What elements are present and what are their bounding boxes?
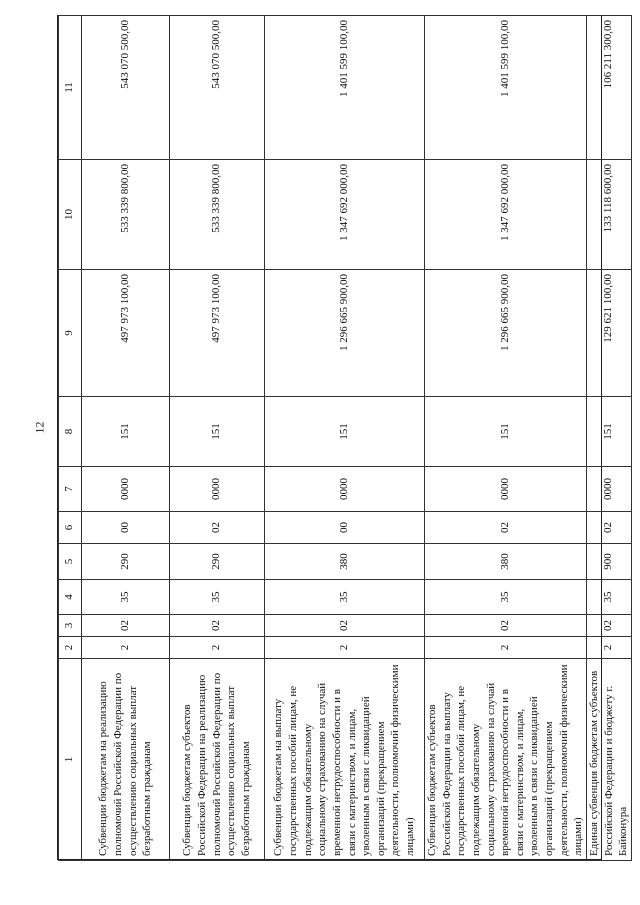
cell-amount: 497 973 100,00 <box>170 270 265 397</box>
cell-code: 2 <box>170 637 265 659</box>
cell-code: 35 <box>425 580 587 615</box>
cell-code: 380 <box>425 544 587 580</box>
cell-code: 35 <box>586 580 631 615</box>
table-row <box>425 16 587 861</box>
cell-code: 35 <box>82 580 170 615</box>
cell-code: 0000 <box>586 467 631 512</box>
cell-code: 151 <box>170 397 265 467</box>
column-header: 2 <box>59 637 82 659</box>
page-number: 12 <box>32 421 47 434</box>
column-header: 10 <box>59 160 82 270</box>
cell-code: 2 <box>586 637 631 659</box>
cell-code: 02 <box>170 512 265 544</box>
cell-code: 290 <box>82 544 170 580</box>
cell-amount: 1 401 599 100,00 <box>265 16 425 160</box>
table-row <box>265 16 425 861</box>
row-description: Единая субвенция бюджетам субъектов Российской Федерации и бюджету г. Байконура <box>586 659 631 861</box>
cell-code: 151 <box>425 397 587 467</box>
column-header: 5 <box>59 544 82 580</box>
column-header: 1 <box>59 659 82 861</box>
cell-code: 02 <box>265 615 425 637</box>
cell-code: 0000 <box>265 467 425 512</box>
cell-amount: 497 973 100,00 <box>82 270 170 397</box>
cell-amount: 1 296 665 900,00 <box>425 270 587 397</box>
cell-code: 02 <box>586 512 631 544</box>
cell-code: 380 <box>265 544 425 580</box>
budget-table-frame <box>57 15 630 860</box>
cell-code: 35 <box>265 580 425 615</box>
cell-amount: 106 211 300,00 <box>586 16 631 160</box>
cell-amount: 533 339 800,00 <box>82 160 170 270</box>
cell-code: 02 <box>586 615 631 637</box>
header-row <box>59 16 82 861</box>
cell-amount: 533 339 800,00 <box>170 160 265 270</box>
cell-amount: 1 296 665 900,00 <box>265 270 425 397</box>
cell-code: 02 <box>425 615 587 637</box>
cell-code: 02 <box>425 512 587 544</box>
table-row <box>170 16 265 861</box>
cell-code: 02 <box>170 615 265 637</box>
column-header: 9 <box>59 270 82 397</box>
cell-amount: 1 401 599 100,00 <box>425 16 587 160</box>
cell-amount: 133 118 600,00 <box>586 160 631 270</box>
cell-code: 151 <box>82 397 170 467</box>
cell-code: 00 <box>265 512 425 544</box>
cell-code: 151 <box>265 397 425 467</box>
cell-amount: 543 070 500,00 <box>170 16 265 160</box>
column-header: 3 <box>59 615 82 637</box>
column-header: 4 <box>59 580 82 615</box>
cell-amount: 1 347 692 000,00 <box>265 160 425 270</box>
cell-code: 35 <box>170 580 265 615</box>
cell-code: 0000 <box>170 467 265 512</box>
table-row <box>82 16 170 861</box>
cell-code: 2 <box>265 637 425 659</box>
cell-code: 151 <box>586 397 631 467</box>
table-row <box>586 16 631 861</box>
cell-code: 2 <box>425 637 587 659</box>
row-description: Субвенции бюджетам субъектов Российской Федерации на реализацию полномочий Российской Федерации по осуществлению социальных выплат безработным гражданам <box>170 659 265 861</box>
column-header: 6 <box>59 512 82 544</box>
rotated-page-content <box>58 16 630 861</box>
cell-code: 0000 <box>82 467 170 512</box>
column-header: 7 <box>59 467 82 512</box>
cell-code: 290 <box>170 544 265 580</box>
cell-amount: 1 347 692 000,00 <box>425 160 587 270</box>
cell-amount: 129 621 100,00 <box>586 270 631 397</box>
cell-amount: 543 070 500,00 <box>82 16 170 160</box>
row-description: Субвенции бюджетам на выплату государственных пособий лицам, не подлежащим обязательному социальному страхованию на случай временной нетрудоспособности и в связи с материнством, и лицам, уволенным в связи с ликвидацией организаций (прекращением деятельности, полномочий физическими лицами) <box>265 659 425 861</box>
budget-table <box>58 15 632 861</box>
cell-code: 2 <box>82 637 170 659</box>
cell-code: 900 <box>586 544 631 580</box>
row-description: Субвенции бюджетам на реализацию полномочий Российской Федерации по осуществлению социальных выплат безработным гражданам <box>82 659 170 861</box>
column-header: 8 <box>59 397 82 467</box>
row-description: Субвенции бюджетам субъектов Российской Федерации на выплату государственных пособий лицам, не подлежащим обязательному социальному страхованию на случай временной нетрудоспособности и в связи с материнством, и лицам, уволенным в связи с ликвидацией организаций (прекращением деятельности, полномочий физическими лицами) <box>425 659 587 861</box>
cell-code: 02 <box>82 615 170 637</box>
cell-code: 0000 <box>425 467 587 512</box>
cell-code: 00 <box>82 512 170 544</box>
column-header: 11 <box>59 16 82 160</box>
